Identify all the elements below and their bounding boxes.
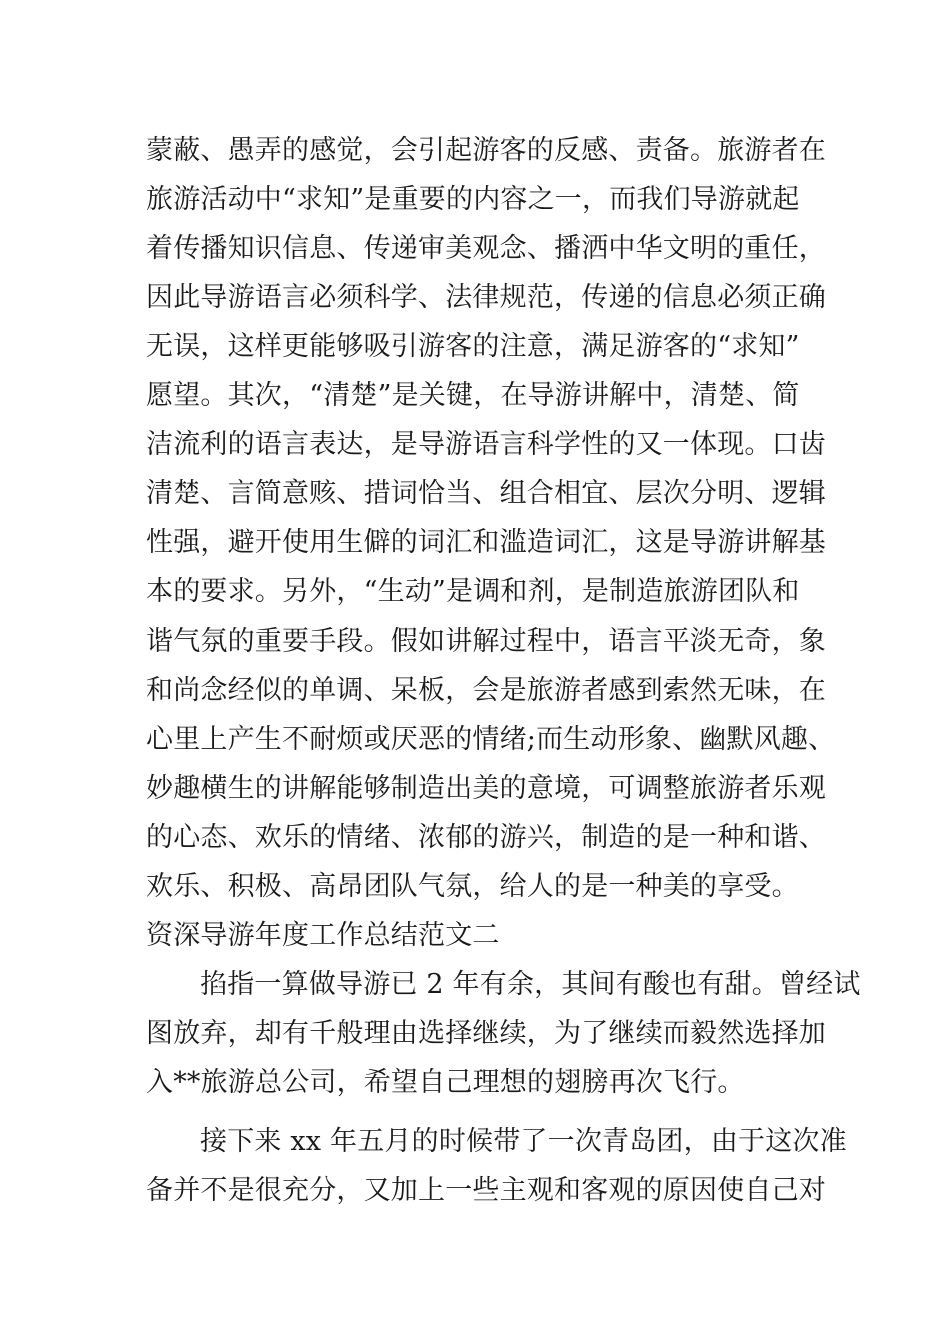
body-text-line: 着传播知识信息、传递审美观念、播洒中华文明的重任，	[146, 233, 826, 264]
body-text-line: 无误，这样更能够吸引游客的注意，满足游客的“求知”	[146, 331, 800, 362]
body-text-line: 本的要求。另外，“生动”是调和剂，是制造旅游团队和	[146, 576, 800, 607]
body-text-line: 愿望。其次，“清楚”是关键，在导游讲解中，清楚、简	[146, 380, 800, 411]
body-text-line: 性强，避开使用生僻的词汇和滥造词汇，这是导游讲解基	[146, 527, 826, 558]
body-text-line: 心里上产生不耐烦或厌恶的情绪;而生动形象、幽默风趣、	[146, 724, 836, 755]
body-text-line: 因此导游语言必须科学、法律规范，传递的信息必须正确	[146, 282, 826, 313]
body-text-line: 入**旅游总公司，希望自己理想的翅膀再次飞行。	[146, 1067, 745, 1098]
body-text-line: 掐指一算做导游已 2 年有余，其间有酸也有甜。曾经试	[200, 969, 861, 1000]
body-text-line: 洁流利的语言表达，是导游语言科学性的又一体现。口齿	[146, 429, 826, 460]
body-text-line: 妙趣横生的讲解能够制造出美的意境，可调整旅游者乐观	[146, 773, 826, 804]
body-text-line: 备并不是很充分，又加上一些主观和客观的原因使自己对	[146, 1175, 826, 1206]
body-text-line: 谐气氛的重要手段。假如讲解过程中，语言平淡无奇，象	[146, 626, 826, 657]
body-text-line: 图放弃，却有千般理由选择继续，为了继续而毅然选择加	[146, 1018, 826, 1049]
body-text-line: 旅游活动中“求知”是重要的内容之一，而我们导游就起	[146, 184, 800, 215]
body-text-line: 清楚、言简意赅、措词恰当、组合相宜、层次分明、逻辑	[146, 478, 826, 509]
body-text-line: 欢乐、积极、高昂团队气氛，给人的是一种美的享受。	[146, 871, 799, 902]
section-heading: 资深导游年度工作总结范文二	[146, 920, 500, 951]
body-text-line: 蒙蔽、愚弄的感觉，会引起游客的反感、责备。旅游者在	[146, 135, 826, 166]
body-text-line: 接下来 xx 年五月的时候带了一次青岛团，由于这次准	[200, 1126, 847, 1157]
body-text-line: 和尚念经似的单调、呆板，会是旅游者感到索然无味，在	[146, 675, 826, 706]
body-text-line: 的心态、欢乐的情绪、浓郁的游兴，制造的是一种和谐、	[146, 822, 826, 853]
